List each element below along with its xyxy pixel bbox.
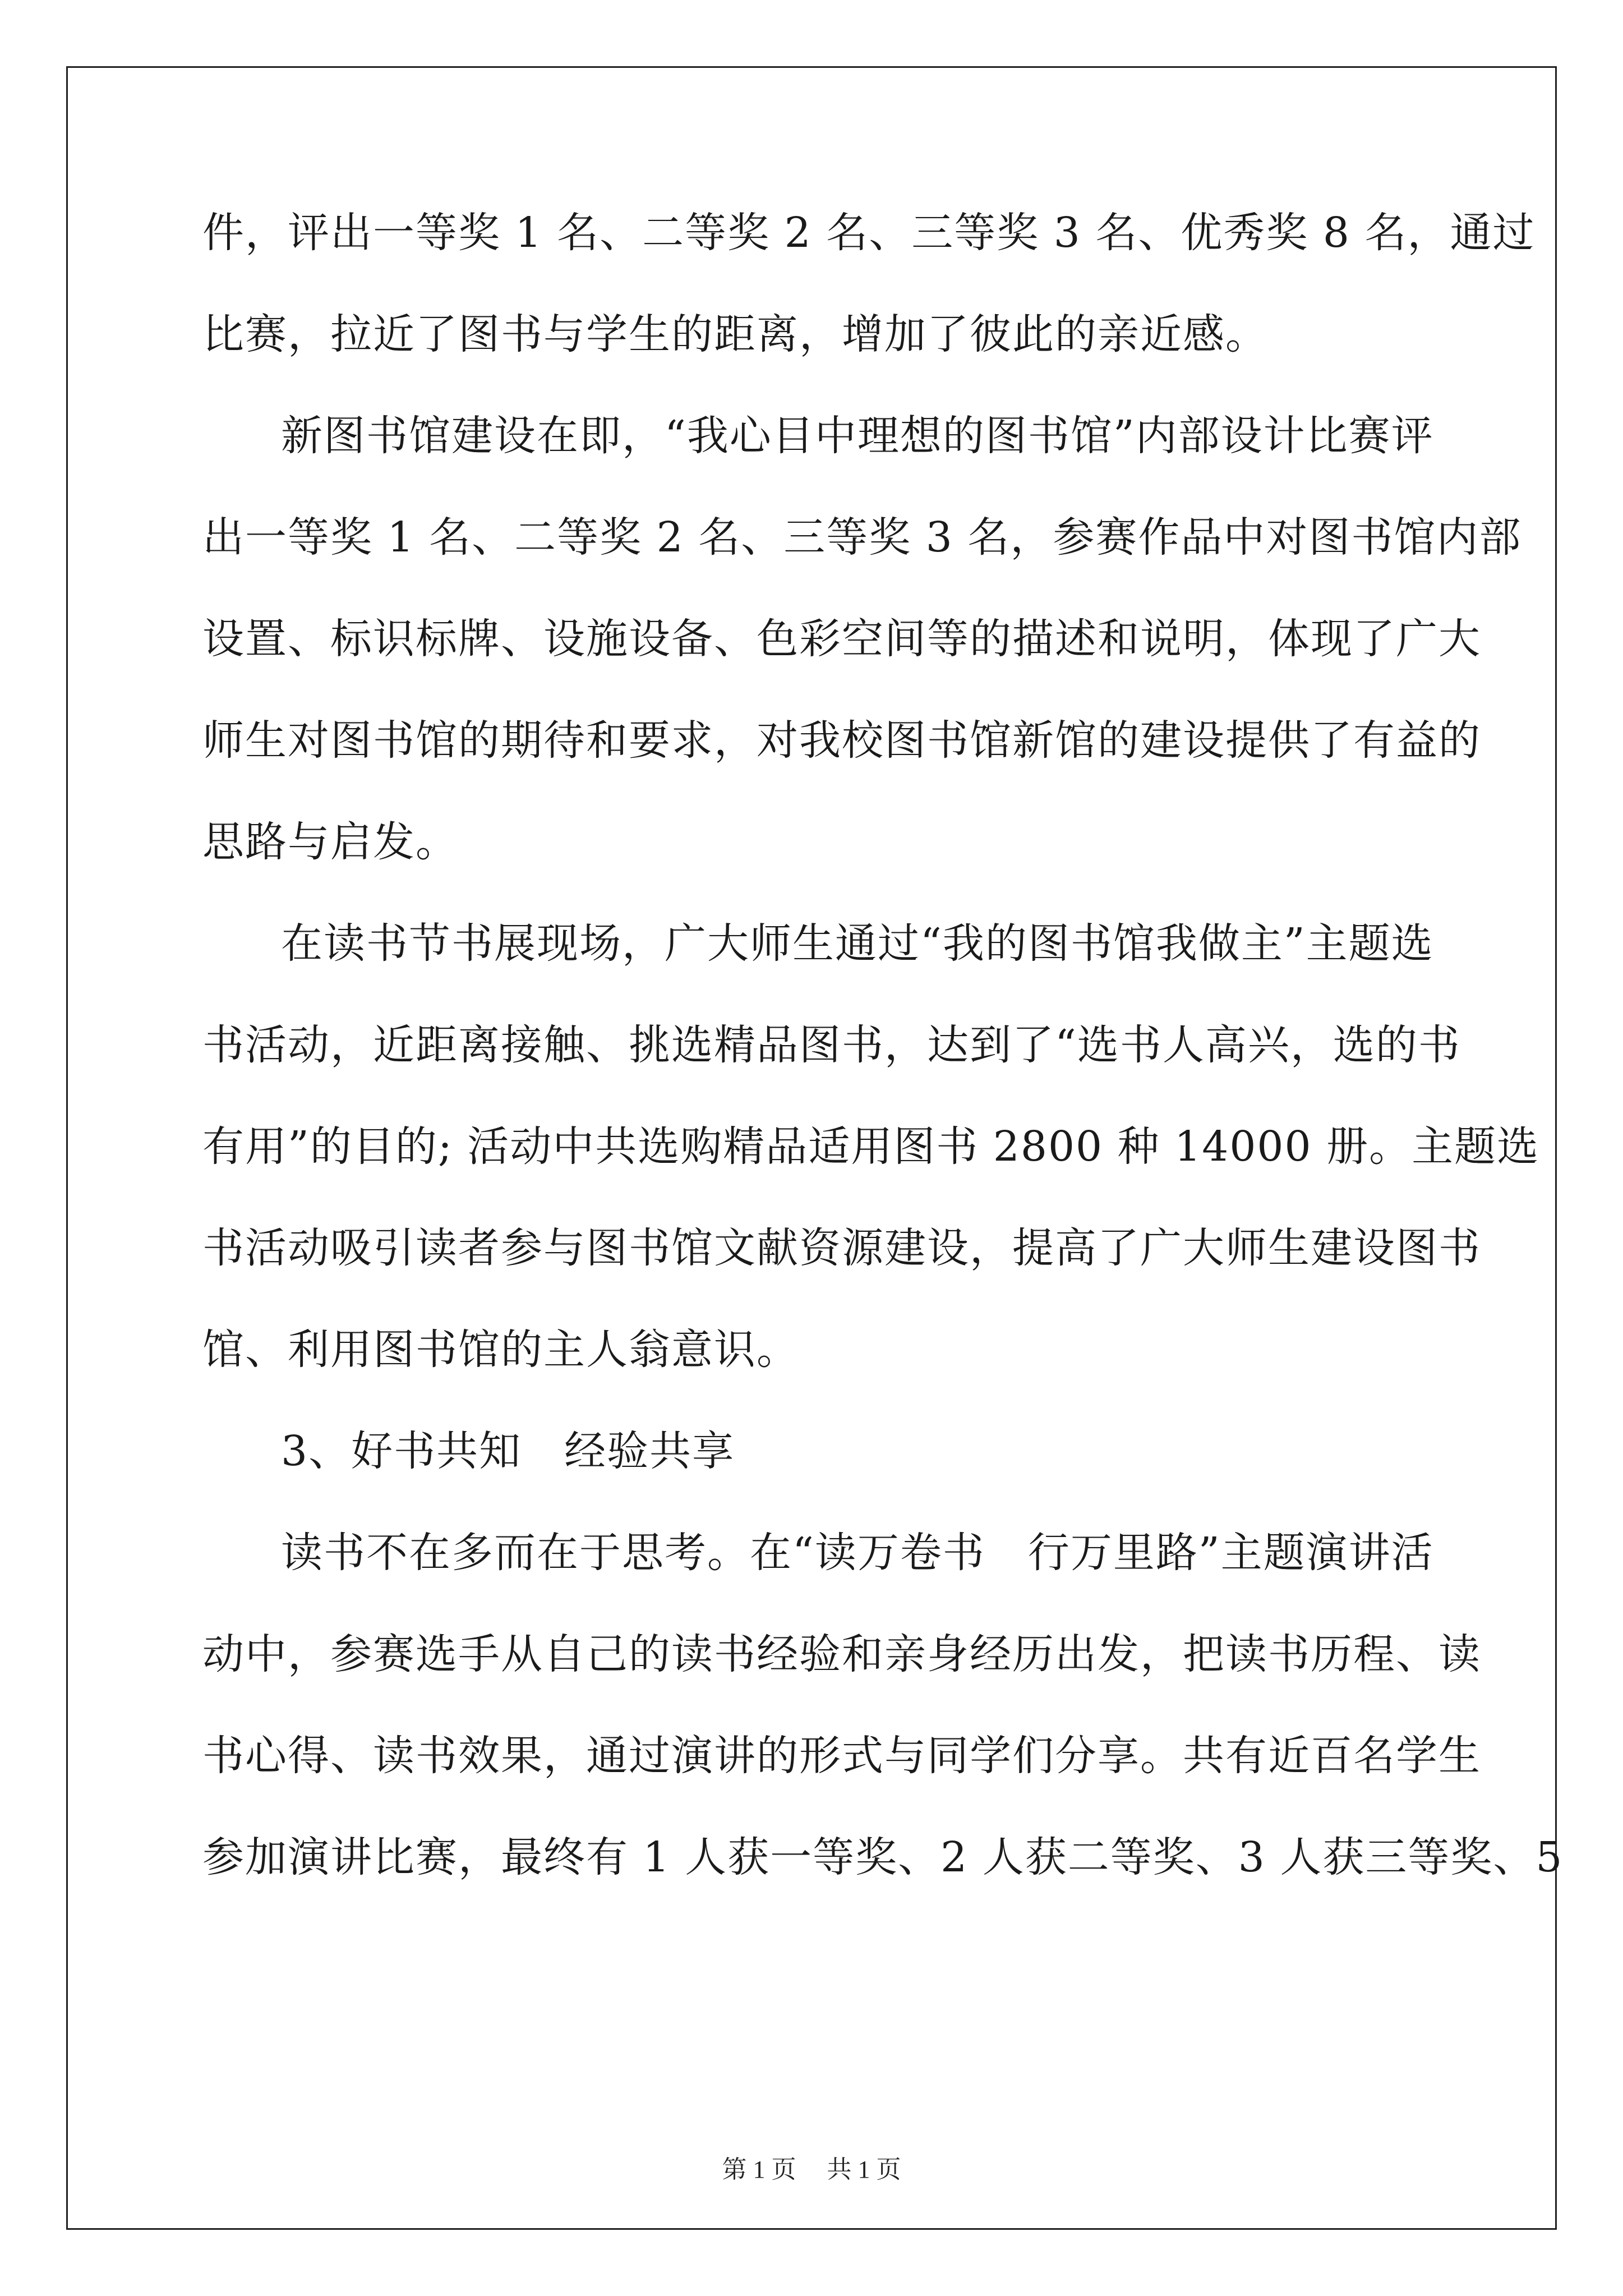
body-line: 馆、利用图书馆的主人翁意识。 <box>202 1326 799 1374</box>
body-line: 设置、标识标牌、设施设备、色彩空间等的描述和说明，体现了广大 <box>202 615 1481 663</box>
paragraph-start-line: 在读书节书展现场，广大师生通过“我的图书馆我做主”主题选 <box>281 919 1434 968</box>
body-line: 比赛，拉近了图书与学生的距离，增加了彼此的亲近感。 <box>202 310 1268 358</box>
page-footer <box>0 2154 1623 2185</box>
body-line: 参加演讲比赛，最终有 1 人获一等奖、2 人获二等奖、3 人获三等奖、5 <box>202 1833 1564 1881</box>
page-total: 共 1 页 <box>827 2156 901 2183</box>
paragraph-start-line: 新图书馆建设在即，“我心目中理想的图书馆”内部设计比赛评 <box>281 412 1434 460</box>
paragraph-start-line: 读书不在多而在于思考。在“读万卷书 行万里路”主题演讲活 <box>281 1529 1434 1577</box>
body-line: 书活动，近距离接触、挑选精品图书，达到了“选书人高兴，选的书 <box>202 1021 1461 1069</box>
body-line: 有用”的目的; 活动中共选购精品适用图书 2800 种 14000 册。主题选 <box>202 1122 1540 1171</box>
body-line: 师生对图书馆的期待和要求，对我校图书馆新馆的建设提供了有益的 <box>202 716 1481 765</box>
body-line: 件，评出一等奖 1 名、二等奖 2 名、三等奖 3 名、优秀奖 8 名，通过 <box>202 209 1536 257</box>
body-line: 思路与启发。 <box>202 818 458 866</box>
section-heading: 3、好书共知 经验共享 <box>281 1427 735 1475</box>
page-number: 第 1 页 <box>722 2156 796 2183</box>
body-line: 书活动吸引读者参与图书馆文献资源建设，提高了广大师生建设图书 <box>202 1224 1481 1272</box>
body-line: 动中，参赛选手从自己的读书经验和亲身经历出发，把读书历程、读 <box>202 1630 1481 1678</box>
body-line: 出一等奖 1 名、二等奖 2 名、三等奖 3 名，参赛作品中对图书馆内部 <box>202 513 1522 562</box>
body-line: 书心得、读书效果，通过演讲的形式与同学们分享。共有近百名学生 <box>202 1732 1481 1780</box>
document-body <box>202 208 1564 1934</box>
